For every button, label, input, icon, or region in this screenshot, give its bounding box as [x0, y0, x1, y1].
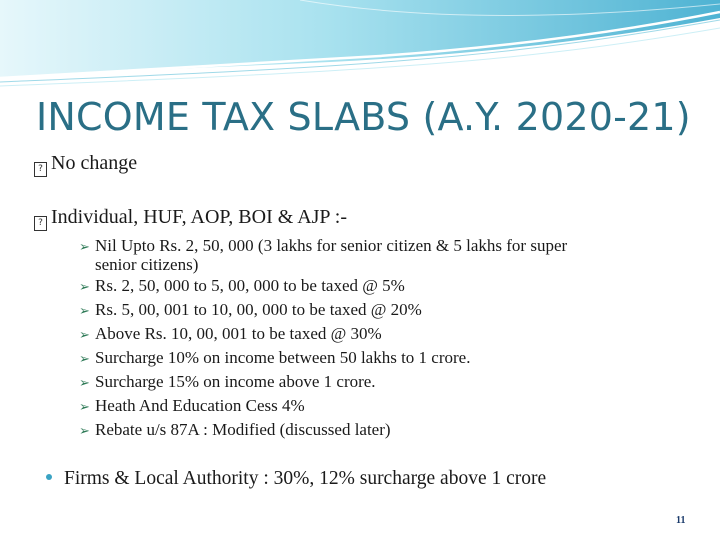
sub-bullet [79, 348, 470, 368]
arrow-bullet-icon: ➢ [79, 304, 90, 319]
sub-bullet [79, 236, 567, 273]
sub-bullet-text: Nil Upto Rs. 2, 50, 000 (3 lakhs for senior citizen & 5 lakhs for super [95, 236, 568, 255]
bullet-individual [34, 206, 347, 231]
sub-bullet [79, 276, 405, 296]
sub-bullet [79, 396, 305, 416]
page-number: 11 [676, 515, 686, 526]
sub-bullet [79, 372, 376, 392]
sub-bullet-text-continued: senior citizens) [95, 255, 199, 274]
bullet-no-change [34, 152, 137, 177]
arrow-bullet-icon: ➢ [79, 280, 90, 295]
sub-bullet-text: Rebate u/s 87A : Modified (discussed later) [95, 420, 391, 439]
sub-bullet-text: Rs. 2, 50, 000 to 5, 00, 000 to be taxed @ 5% [95, 276, 405, 295]
arrow-bullet-icon: ➢ [79, 328, 90, 343]
firms-bullet [46, 468, 546, 490]
round-bullet-icon [46, 474, 52, 480]
slide-title: INCOME TAX SLABS (A.Y. 2020-21) [36, 95, 691, 139]
header-wave-decoration [0, 0, 720, 90]
sub-bullet-text: Surcharge 15% on income above 1 crore. [95, 372, 376, 391]
firms-text: Firms & Local Authority : 30%, 12% surcharge above 1 crore [64, 468, 547, 489]
sub-bullet [79, 420, 391, 440]
arrow-bullet-icon: ➢ [79, 400, 90, 415]
sub-bullet-text: Rs. 5, 00, 001 to 10, 00, 000 to be taxed @ 20% [95, 300, 422, 319]
sub-bullet-text: Heath And Education Cess 4% [95, 396, 305, 415]
arrow-bullet-icon: ➢ [79, 352, 90, 367]
sub-bullet [79, 324, 382, 344]
missing-glyph-icon: ? [34, 162, 47, 177]
bullet-text: No change [51, 152, 138, 174]
arrow-bullet-icon: ➢ [79, 424, 90, 439]
sub-bullet-text: Surcharge 10% on income between 50 lakhs to 1 crore. [95, 348, 471, 367]
sub-bullet [79, 300, 422, 320]
arrow-bullet-icon: ➢ [79, 240, 90, 255]
missing-glyph-icon: ? [34, 216, 47, 231]
arrow-bullet-icon: ➢ [79, 376, 90, 391]
sub-bullet-text: Above Rs. 10, 00, 001 to be taxed @ 30% [95, 324, 382, 343]
bullet-text: Individual, HUF, AOP, BOI & AJP :- [51, 206, 348, 228]
